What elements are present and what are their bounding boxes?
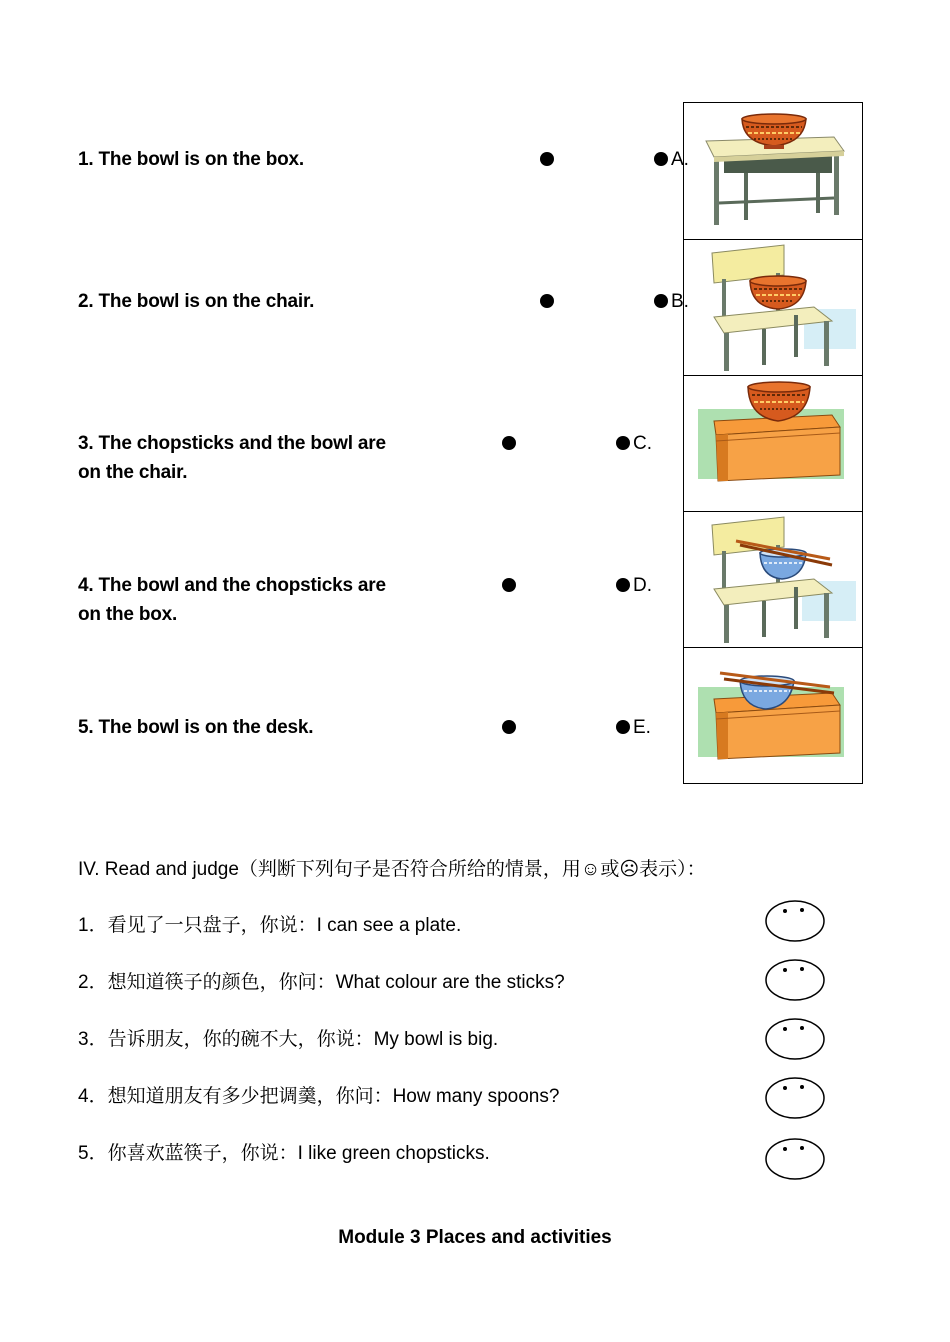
match-dot-left-5[interactable] (502, 720, 516, 734)
option-label-b: B. (671, 291, 689, 312)
judge-item-5: 5．你喜欢蓝筷子，你说：I like green chopsticks. (78, 1143, 490, 1164)
question-line: on the chair. (78, 462, 188, 483)
match-dot-left-4[interactable] (502, 578, 516, 592)
judge-item-1: 1．看见了一只盘子，你说：I can see a plate. (78, 915, 462, 936)
blank-face-icon[interactable] (765, 1018, 825, 1060)
match-dot-right-d[interactable] (616, 578, 630, 592)
blank-face-icon[interactable] (765, 900, 825, 942)
picture-bowl-chopsticks-on-chair (684, 511, 862, 648)
option-label-d: D. (633, 575, 652, 596)
match-dot-right-c[interactable] (616, 436, 630, 450)
module-title: Module 3 Places and activities (338, 1227, 612, 1248)
question-line: 4. The bowl and the chopsticks are (78, 575, 386, 596)
judge-item-4: 4．想知道朋友有多少把调羹，你问：How many spoons? (78, 1086, 560, 1107)
match-dot-right-b[interactable] (654, 294, 668, 308)
picture-column (683, 102, 863, 784)
option-label-a: A. (671, 149, 689, 170)
blank-face-icon[interactable] (765, 1138, 825, 1180)
question-line: 1. The bowl is on the box. (78, 149, 304, 170)
picture-bowl-on-desk (684, 103, 862, 240)
match-dot-left-3[interactable] (502, 436, 516, 450)
blank-face-icon[interactable] (765, 959, 825, 1001)
question-line: on the box. (78, 604, 178, 625)
option-label-e: E. (633, 717, 651, 738)
option-label-c: C. (633, 433, 652, 454)
section-title-read-and-judge: IV. Read and judge（判断下列句子是否符合所给的情景，用☺或☹表示）： (78, 859, 706, 880)
match-question-3 (78, 429, 386, 487)
picture-bowl-on-box (684, 375, 862, 512)
question-line: 3. The chopsticks and the bowl are (78, 433, 386, 454)
match-question-4 (78, 571, 386, 629)
question-line: 2. The bowl is on the chair. (78, 291, 315, 312)
question-line: 5. The bowl is on the desk. (78, 717, 314, 738)
match-question-1 (78, 145, 304, 174)
match-dot-right-e[interactable] (616, 720, 630, 734)
judge-item-3: 3．告诉朋友，你的碗不大，你说：My bowl is big. (78, 1029, 499, 1050)
judge-item-2: 2．想知道筷子的颜色，你问：What colour are the sticks? (78, 972, 565, 993)
match-dot-left-1[interactable] (540, 152, 554, 166)
match-question-5 (78, 713, 313, 742)
match-question-2 (78, 287, 314, 316)
picture-bowl-on-chair (684, 239, 862, 376)
picture-bowl-chopsticks-on-box (684, 647, 862, 783)
match-dot-left-2[interactable] (540, 294, 554, 308)
blank-face-icon[interactable] (765, 1077, 825, 1119)
match-dot-right-a[interactable] (654, 152, 668, 166)
